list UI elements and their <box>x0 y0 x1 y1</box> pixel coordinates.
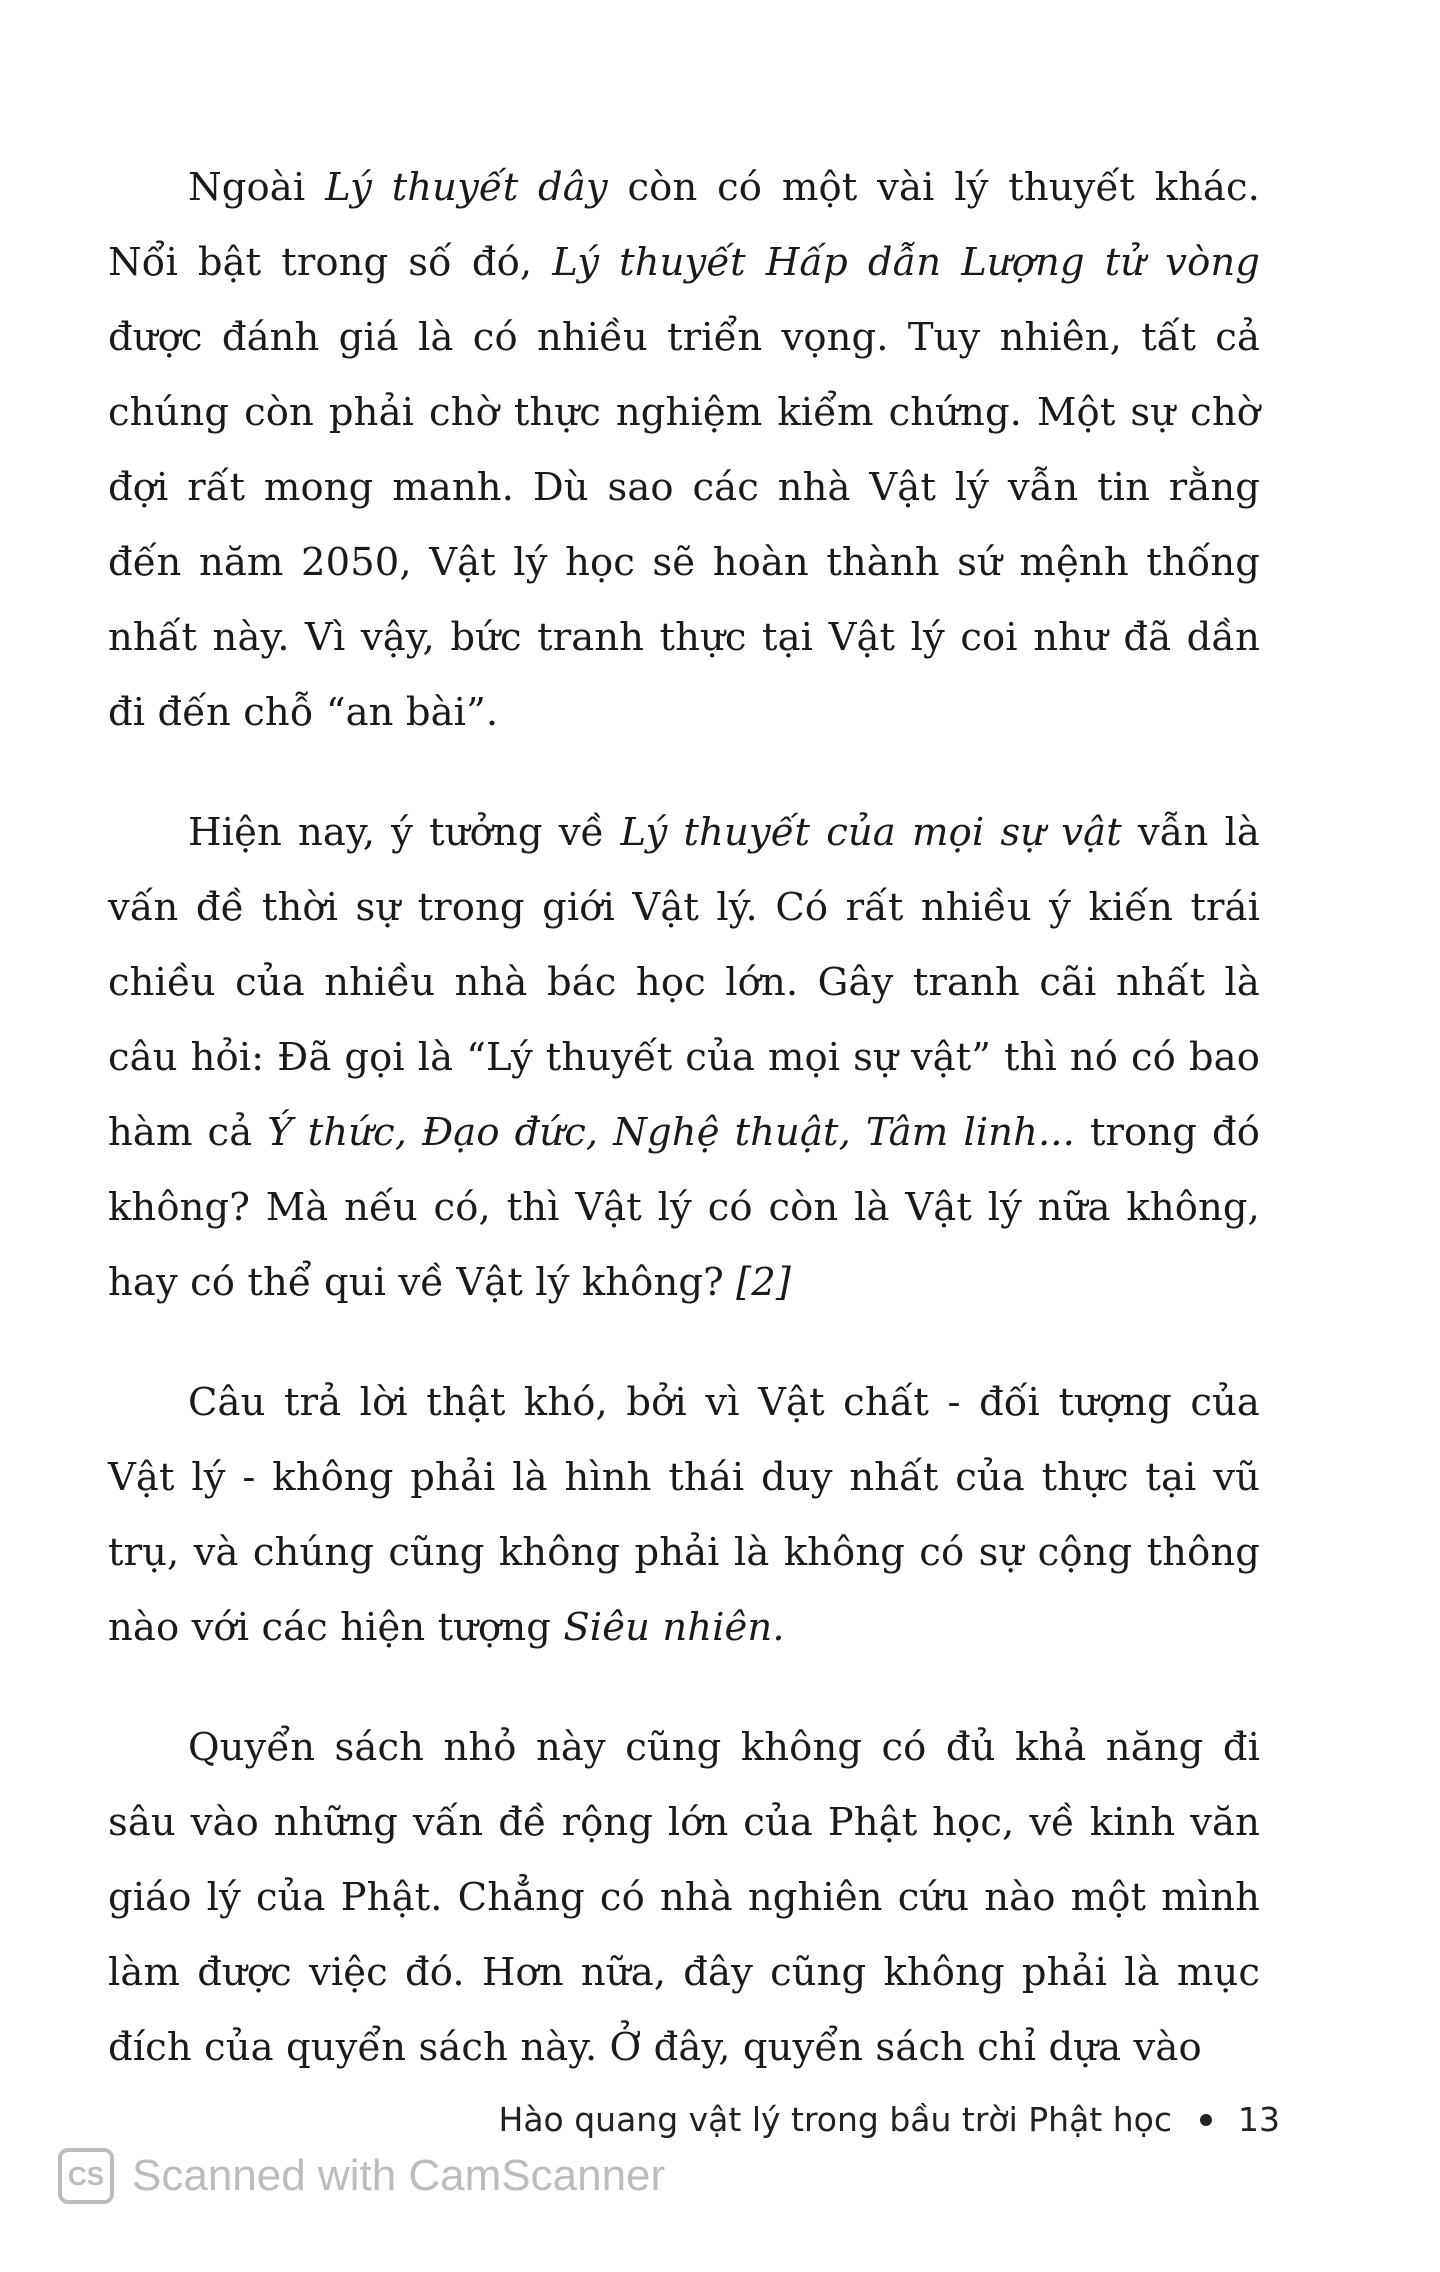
text-run: vẫn là vấn đề thời sự trong giới Vật lý. Có rất nhiều ý kiến trái chiều của nhiều nhà bác học lớn. Gây tranh cãi nhất là câu hỏi: Đã gọi là “Lý thuyết của mọi sự vật” thì nó có bao hàm cả <box>108 810 1260 1155</box>
running-title: Hào quang vật lý trong bầu trời Phật học <box>498 2100 1172 2139</box>
bullet-separator <box>1200 2114 1212 2126</box>
text-run: Câu trả lời thật khó, bởi vì Vật chất - đối tượng của Vật lý - không phải là hình thái duy nhất của thực tại vũ trụ, và chúng cũng không phải là không có sự cộng thông nào với các hiện tượng <box>108 1380 1260 1650</box>
text-run: Quyển sách nhỏ này cũng không có đủ khả năng đi sâu vào những vấn đề rộng lớn của Phật học, về kinh văn giáo lý của Phật. Chẳng có nhà nghiên cứu nào một mình làm được việc đó. Hơn nữa, đây cũng không phải là mục đích của quyển sách này. Ở đây, quyển sách chỉ dựa vào <box>108 1725 1260 2070</box>
italic-text-run: Lý thuyết của mọi sự vật <box>620 810 1122 855</box>
text-run: còn có một vài lý thuyết khác. Nổi bật trong số đó, <box>108 165 1260 285</box>
text-run: được đánh giá là có nhiều triển vọng. Tuy nhiên, tất cả chúng còn phải chờ thực nghiệm kiểm chứng. Một sự chờ đợi rất mong manh. Dù sao các nhà Vật lý vẫn tin rằng đến năm 2050, Vật lý học sẽ hoàn thành sứ mệnh thống nhất này. Vì vậy, bức tranh thực tại Vật lý coi như đã dần đi đến chỗ “an bài”. <box>108 315 1260 735</box>
camscanner-watermark <box>58 2148 665 2204</box>
watermark-text: Scanned with CamScanner <box>132 2151 666 2200</box>
paragraph-3 <box>108 1365 1260 1665</box>
body-text <box>108 150 1260 2130</box>
italic-text-run: Lý thuyết Hấp dẫn Lượng tử vòng <box>552 240 1260 285</box>
italic-text-run: [2] <box>736 1260 792 1305</box>
camscanner-logo-icon: CS <box>58 2148 114 2204</box>
italic-text-run: Ý thức, Đạo đức, Nghệ thuật, Tâm linh... <box>267 1110 1075 1155</box>
text-run: trong đó không? Mà nếu có, thì Vật lý có còn là Vật lý nữa không, hay có thể qui về Vật lý không? <box>108 1110 1260 1305</box>
text-run: Hiện nay, ý tưởng về <box>188 810 621 855</box>
italic-text-run: Siêu nhiên. <box>563 1605 785 1650</box>
paragraph-2 <box>108 795 1260 1320</box>
text-run: Ngoài <box>188 165 326 210</box>
paragraph-4 <box>108 1710 1260 2085</box>
page-number: 13 <box>1238 2100 1280 2139</box>
italic-text-run: Lý thuyết dây <box>325 165 608 210</box>
paragraph-1 <box>108 150 1260 750</box>
page-footer <box>499 2100 1281 2139</box>
